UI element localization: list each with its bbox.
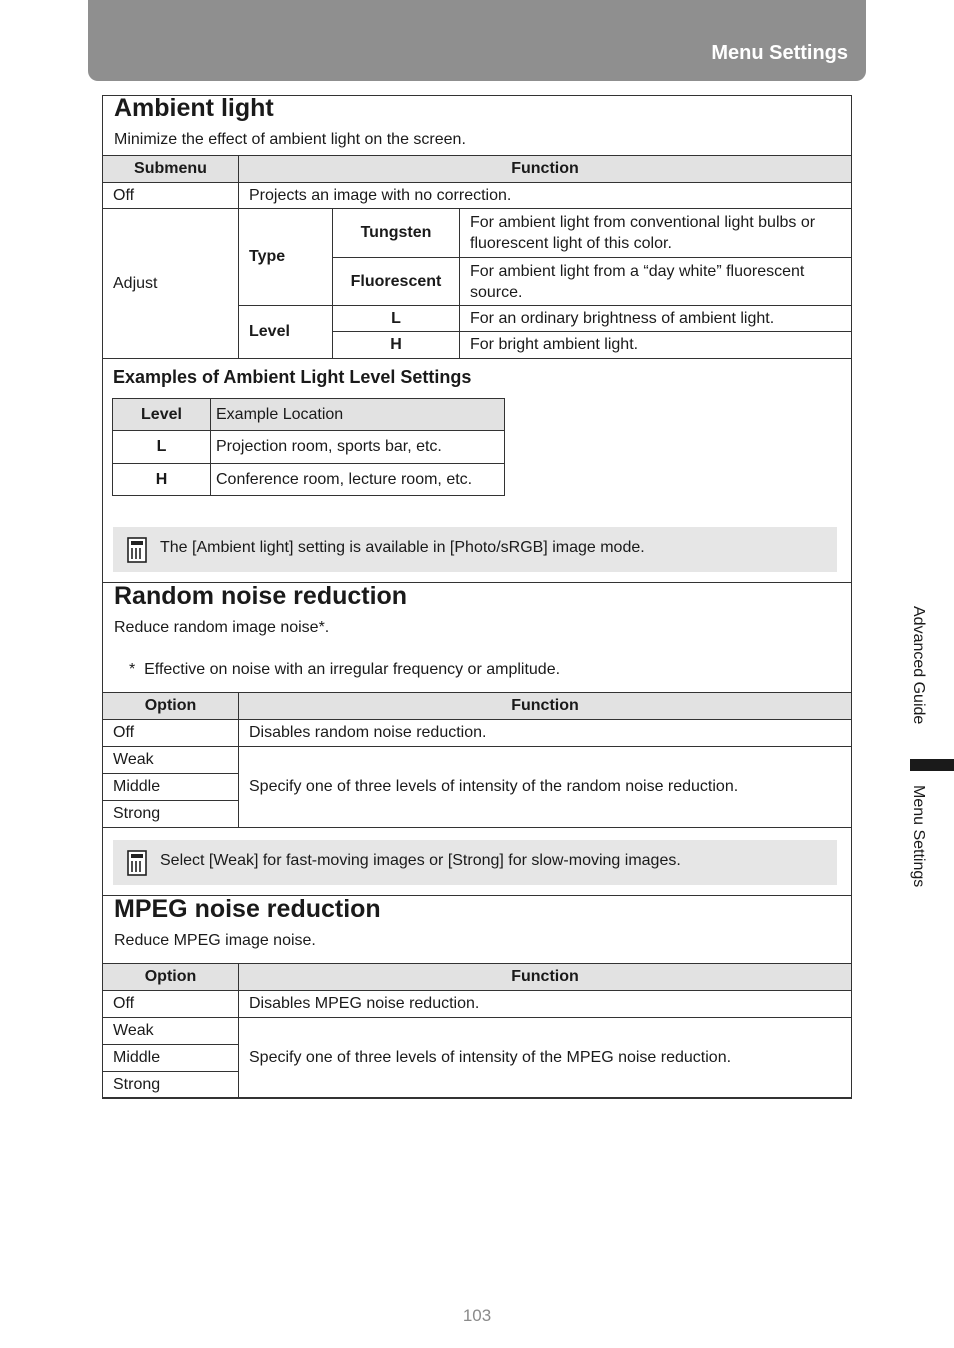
mpeg-description: Reduce MPEG image noise. [114, 932, 316, 949]
table-row [103, 1018, 852, 1045]
side-menu-settings: Menu Settings [910, 785, 927, 888]
table-row [113, 431, 505, 464]
examples-table [112, 398, 505, 496]
header-title: Menu Settings [711, 42, 848, 64]
random-off-function: Disables random noise reduction. [239, 720, 852, 747]
col-function: Function [239, 156, 852, 183]
random-off-label: Off [103, 720, 239, 747]
mpeg-weak-label: Weak [103, 1018, 239, 1045]
mpeg-off-function: Disables MPEG noise reduction. [239, 991, 852, 1018]
examples-header [113, 399, 505, 431]
random-table-header [103, 693, 852, 720]
col-option: Option [103, 693, 239, 720]
type-label: Type [239, 209, 333, 306]
random-middle-label: Middle [103, 774, 239, 801]
ambient-description: Minimize the effect of ambient light on the screen. [114, 131, 466, 148]
memo-note-icon [127, 537, 147, 568]
ambient-table [102, 155, 852, 359]
examples-title: Examples of Ambient Light Level Settings [113, 367, 472, 387]
table-row [103, 209, 852, 258]
l-label: L [333, 306, 460, 332]
l-desc: For an ordinary brightness of ambient light. [460, 306, 852, 332]
col-submenu: Submenu [103, 156, 239, 183]
random-description: Reduce random image noise*. [114, 619, 330, 636]
col-function: Function [239, 693, 852, 720]
example-level: H [113, 464, 211, 496]
mpeg-strong-label: Strong [103, 1072, 239, 1099]
random-table [102, 692, 852, 828]
settings-box [102, 95, 852, 1098]
mpeg-table [102, 963, 852, 1099]
example-location: Projection room, sports bar, etc. [211, 431, 505, 464]
col-option: Option [103, 964, 239, 991]
mpeg-levels-function: Specify one of three levels of intensity of the MPEG noise reduction. [239, 1018, 852, 1099]
random-note-text: Select [Weak] for fast-moving images or [Strong] for slow-moving images. [160, 852, 681, 869]
example-level: L [113, 431, 211, 464]
side-tab-marker [910, 759, 954, 771]
table-row [103, 747, 852, 774]
ambient-note-text: The [Ambient light] setting is available in [Photo/sRGB] image mode. [160, 539, 645, 556]
fluorescent-desc: For ambient light from a “day white” fluorescent source. [460, 258, 852, 306]
random-note [113, 840, 837, 885]
adjust-label: Adjust [103, 209, 239, 359]
side-advanced-guide: Advanced Guide [910, 606, 927, 725]
random-title: Random noise reduction [114, 582, 408, 610]
header-bar [88, 0, 866, 81]
mpeg-middle-label: Middle [103, 1045, 239, 1072]
tungsten-desc: For ambient light from conventional light bulbs or fluorescent light of this color. [460, 209, 852, 258]
ambient-note [113, 527, 837, 572]
page-number: 103 [462, 1306, 492, 1325]
h-desc: For bright ambient light. [460, 332, 852, 359]
mpeg-title: MPEG noise reduction [114, 895, 381, 923]
col-function: Function [239, 964, 852, 991]
random-footnote: * Effective on noise with an irregular frequency or amplitude. [129, 661, 561, 678]
table-row [103, 183, 852, 209]
ambient-table-header [103, 156, 852, 183]
random-weak-label: Weak [103, 747, 239, 774]
ambient-title: Ambient light [114, 94, 274, 122]
random-strong-label: Strong [103, 801, 239, 828]
table-row [103, 991, 852, 1018]
off-function: Projects an image with no correction. [239, 183, 852, 209]
random-levels-function: Specify one of three levels of intensity of the random noise reduction. [239, 747, 852, 828]
h-label: H [333, 332, 460, 359]
memo-note-icon [127, 850, 147, 881]
table-row [103, 720, 852, 747]
mpeg-off-label: Off [103, 991, 239, 1018]
examples-col-level: Level [113, 399, 211, 431]
mpeg-table-header [103, 964, 852, 991]
fluorescent-label: Fluorescent [333, 258, 460, 306]
level-label: Level [239, 306, 333, 359]
off-label: Off [103, 183, 239, 209]
example-location: Conference room, lecture room, etc. [211, 464, 505, 496]
tungsten-label: Tungsten [333, 209, 460, 258]
table-row [113, 464, 505, 496]
examples-col-location: Example Location [211, 399, 505, 431]
